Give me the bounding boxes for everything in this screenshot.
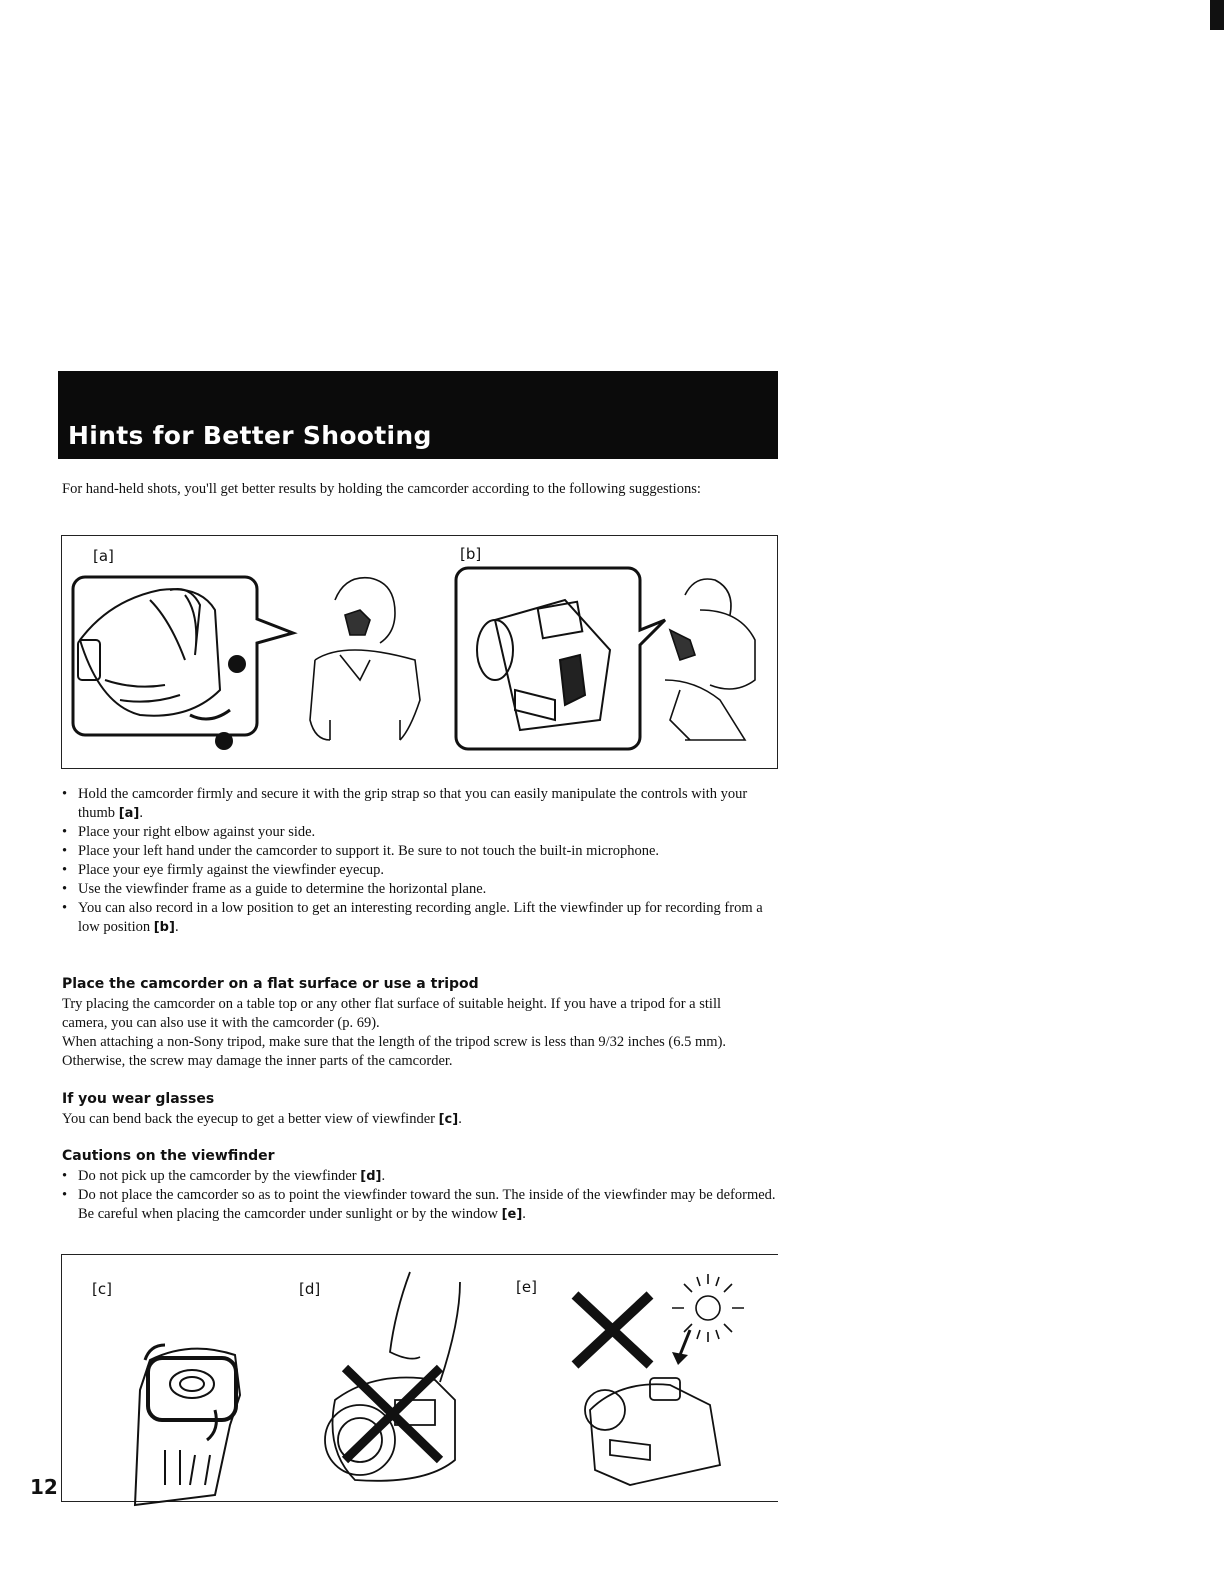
tripod-paragraph-2: When attaching a non-Sony tripod, make sure that the length of the tripod screw is less than 9/32 inches (6.5 mm). Otherwise, the screw may damage the inner parts of the camcorder. [62,1034,727,1069]
list-item: • Do not pick up the camcorder by the viewfinder [d]. [62,1167,782,1186]
list-item: • Do not place the camcorder so as to point the viewfinder toward the sun. The inside of the viewfinder may be deformed. Be careful when placing the camcorder under sunlight or by the window [e]. [62,1186,782,1224]
tripod-section-heading: Place the camcorder on a flat surface or use a tripod [62,976,479,992]
figure-label-b: [b] [460,545,482,563]
intro-paragraph: For hand-held shots, you'll get better results by holding the camcorder according to the following suggestions: [62,481,701,497]
list-item: • Place your left hand under the camcorder to support it. Be sure to not touch the built-in microphone. [62,842,782,861]
sun-icon [672,1274,744,1342]
figure-label-d: [d] [299,1280,321,1298]
glasses-paragraph: You can bend back the eyecup to get a better view of viewfinder [c]. [62,1111,462,1127]
list-item: • Use the viewfinder frame as a guide to determine the horizontal plane. [62,880,782,899]
page-number: 12 [30,1475,58,1499]
tripod-paragraph-1: Try placing the camcorder on a table top or any other flat surface of suitable height. If you have a tripod for a still camera, you can also use it with the camcorder (p. 69). [62,996,721,1031]
figure-label-e: [e] [516,1278,537,1296]
x-mark-e [575,1295,650,1365]
camcorder-in-sun-illustration [585,1378,720,1485]
x-mark-d [345,1368,440,1460]
list-item: • Place your eye firmly against the viewfinder eyecup. [62,861,782,880]
list-item: • You can also record in a low position to get an interesting recording angle. Lift the viewfinder up for recording from a low position [b]. [62,899,782,937]
eyecup-illustration [135,1345,240,1505]
figure-label-c: [c] [92,1280,112,1298]
cautions-section-heading: Cautions on the viewfinder [62,1148,275,1164]
figure-label-a: [a] [93,547,114,565]
glasses-section-heading: If you wear glasses [62,1091,215,1107]
hand-holding-viewfinder-illustration [325,1272,460,1481]
list-item: • Hold the camcorder firmly and secure it with the grip strap so that you can easily manipulate the controls with your thumb [a]. [62,785,782,823]
page-title: Hints for Better Shooting [68,421,432,450]
list-item: • Place your right elbow against your side. [62,823,782,842]
